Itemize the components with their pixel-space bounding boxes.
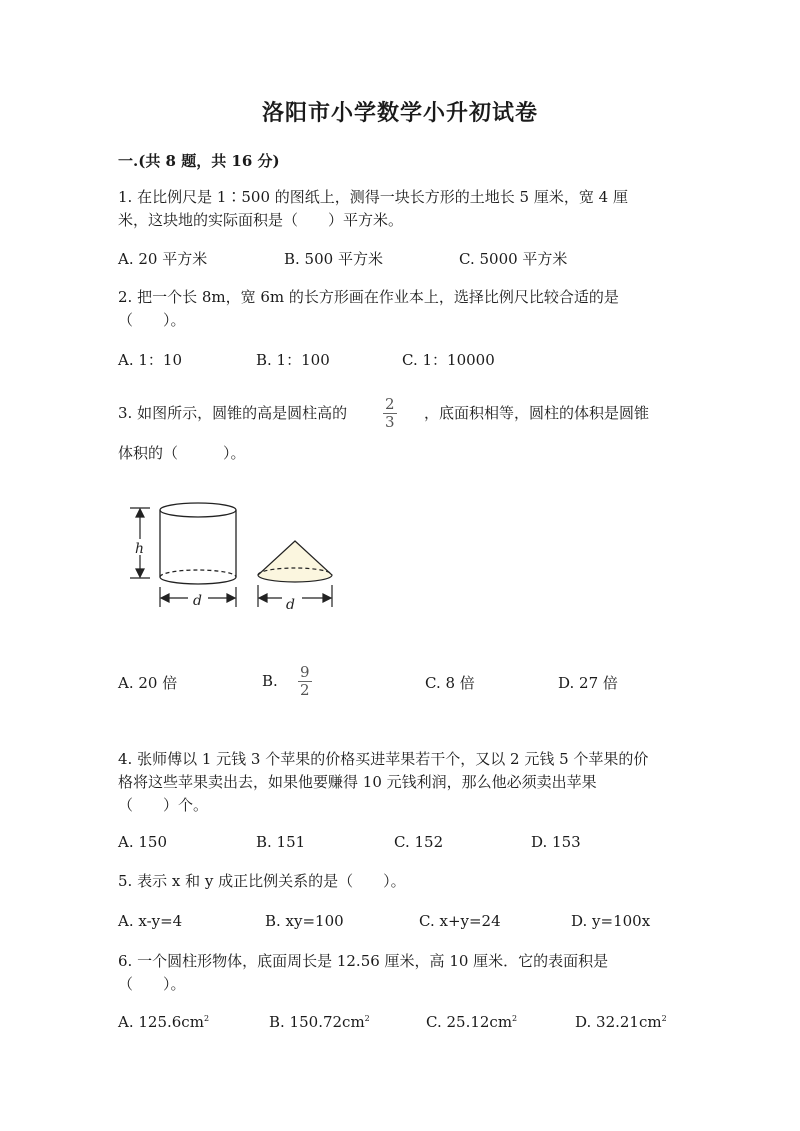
question-6 bbox=[118, 950, 608, 996]
section-heading: 一.(共 8 题，共 16 分) bbox=[118, 152, 280, 170]
question-2-line-2: （ ）。 bbox=[118, 311, 186, 329]
q6-option-d-text: D. 32.21cm bbox=[575, 1013, 662, 1031]
q6-option-b-text: B. 150.72cm bbox=[269, 1013, 365, 1031]
q6-option-d bbox=[575, 1013, 667, 1031]
cone-diameter-label: d bbox=[286, 597, 295, 613]
q2-option-b: B. 1：100 bbox=[256, 351, 330, 369]
cylinder-cone-figure bbox=[120, 495, 350, 620]
cylinder-shape bbox=[160, 503, 236, 584]
q5-option-b: B. xy=100 bbox=[265, 912, 344, 930]
height-label: h bbox=[135, 541, 145, 557]
q6-option-b bbox=[269, 1013, 370, 1031]
question-4-line-1: 4. 张师傅以 1 元钱 3 个苹果的价格买进苹果若干个，又以 2 元钱 5 个苹果的价 bbox=[118, 750, 649, 768]
q5-option-c: C. x+y=24 bbox=[419, 912, 501, 930]
q6-option-a-sup: 2 bbox=[203, 1014, 210, 1023]
question-1 bbox=[118, 186, 628, 232]
q4-option-a: A. 150 bbox=[118, 833, 167, 851]
q4-option-d: D. 153 bbox=[531, 833, 581, 851]
q3-fraction-denominator: 3 bbox=[385, 413, 395, 431]
q6-option-b-sup: 2 bbox=[364, 1014, 370, 1023]
q3-option-b-denominator: 2 bbox=[300, 681, 310, 699]
question-4-line-2: 格将这些苹果卖出去，如果他要赚得 10 元钱利润，那么他必须卖出苹果 bbox=[118, 773, 597, 791]
q3-option-c: C. 8 倍 bbox=[425, 674, 475, 692]
q2-option-a: A. 1：10 bbox=[118, 351, 182, 369]
q1-option-a: A. 20 平方米 bbox=[118, 250, 208, 268]
question-6-line-2: （ ）。 bbox=[118, 975, 186, 993]
q3-text-after: ，底面积相等，圆柱的体积是圆锥 bbox=[424, 404, 650, 422]
cone-diameter-arrow bbox=[258, 585, 332, 607]
q1-option-b: B. 500 平方米 bbox=[284, 250, 383, 268]
q6-option-c-sup: 2 bbox=[512, 1014, 518, 1023]
q6-option-c-text: C. 25.12cm bbox=[426, 1013, 513, 1031]
question-2 bbox=[118, 286, 619, 332]
question-3-line-2: 体积的（ ）。 bbox=[118, 444, 246, 462]
q3-option-a: A. 20 倍 bbox=[118, 674, 178, 692]
question-4-line-3: （ ）个。 bbox=[118, 796, 209, 814]
q3-option-d: D. 27 倍 bbox=[558, 674, 618, 692]
q3-option-b-fraction bbox=[298, 664, 312, 699]
q6-option-a-text: A. 125.6cm bbox=[118, 1013, 204, 1031]
q6-option-a bbox=[118, 1013, 209, 1031]
q3-text-before: 3. 如图所示，圆锥的高是圆柱高的 bbox=[118, 404, 348, 422]
question-5-line-1: 5. 表示 x 和 y 成正比例关系的是（ ）。 bbox=[118, 872, 406, 890]
question-1-line-2: 米，这块地的实际面积是（ ）平方米。 bbox=[118, 211, 404, 229]
cone-body bbox=[258, 541, 332, 582]
question-5 bbox=[118, 870, 406, 893]
q5-option-a: A. x-y=4 bbox=[118, 912, 183, 930]
q6-option-d-sup: 2 bbox=[661, 1014, 667, 1023]
q1-option-c: C. 5000 平方米 bbox=[459, 250, 568, 268]
q6-option-c bbox=[426, 1013, 517, 1031]
cylinder-diameter-label: d bbox=[193, 593, 202, 609]
q4-option-c: C. 152 bbox=[394, 833, 444, 851]
page-title: 洛阳市小学数学小升初试卷 bbox=[261, 100, 538, 126]
q4-option-b: B. 151 bbox=[256, 833, 306, 851]
q3-fraction-numerator: 2 bbox=[385, 395, 395, 413]
q3-option-b-numerator: 9 bbox=[300, 663, 310, 681]
question-1-line-1: 1. 在比例尺是 1∶500 的图纸上，测得一块长方形的土地长 5 厘米，宽 4 厘 bbox=[118, 188, 628, 206]
q3-fraction bbox=[383, 396, 397, 431]
cone-shape bbox=[258, 541, 332, 582]
q5-option-d: D. y=100x bbox=[571, 912, 651, 930]
q2-option-c: C. 1：10000 bbox=[402, 351, 495, 369]
question-6-line-1: 6. 一个圆柱形物体，底面周长是 12.56 厘米，高 10 厘米．它的表面积是 bbox=[118, 952, 609, 970]
question-4 bbox=[118, 748, 648, 817]
question-2-line-1: 2. 把一个长 8m，宽 6m 的长方形画在作业本上，选择比例尺比较合适的是 bbox=[118, 288, 619, 306]
question-3-line-1 bbox=[118, 402, 347, 425]
q3-option-b: B. bbox=[262, 672, 278, 690]
